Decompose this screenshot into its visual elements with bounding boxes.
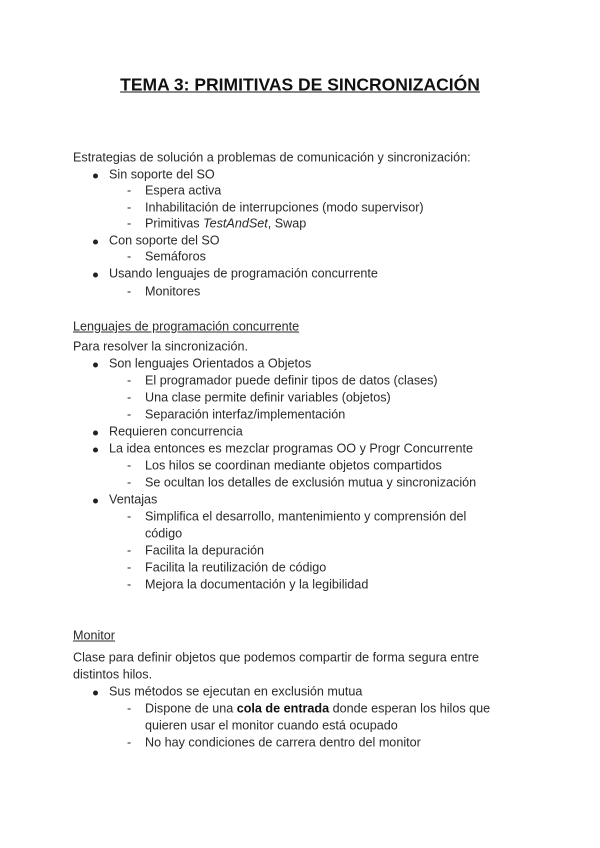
text: donde esperan los hilos que: [329, 701, 491, 716]
dash-item: - Semáforos: [145, 249, 206, 266]
section-heading: Lenguajes de programación concurrente: [73, 319, 300, 334]
dash-item: - Monitores: [145, 284, 200, 301]
dash-item: - Simplifica el desarrollo, mantenimiento y comprensión del: [145, 509, 466, 526]
italic-term: TestAndSet: [203, 216, 268, 231]
section-intro: Estrategias de solución a problemas de comunicación y sincronización:: [73, 150, 471, 165]
section-heading: Monitor: [73, 628, 115, 643]
page-title: TEMA 3: PRIMITIVAS DE SINCRONIZACIÓN: [120, 74, 480, 95]
section-intro: Para resolver la sincronización.: [73, 339, 248, 354]
dash-item: - Facilita la reutilización de código: [145, 560, 326, 577]
section-intro-continuation: distintos hilos.: [73, 667, 153, 682]
text: , Swap: [267, 216, 307, 231]
dash-item: [145, 701, 490, 718]
dash-item-continuation: código: [145, 526, 183, 541]
dash-item: - Los hilos se coordinan mediante objetos compartidos: [145, 458, 442, 475]
text: Dispone de una: [145, 701, 237, 716]
dash-item-continuation: quieren usar el monitor cuando está ocupado: [145, 718, 398, 733]
bullet-item: Con soporte del SO: [109, 233, 220, 248]
bullet-item: Requieren concurrencia: [109, 424, 243, 439]
bullet-item: La idea entonces es mezclar programas OO y Progr Concurrente: [109, 441, 473, 456]
bullet-item: Sin soporte del SO: [109, 167, 215, 182]
section-intro: Clase para definir objetos que podemos compartir de forma segura entre: [73, 650, 480, 665]
dash-item: - No hay condiciones de carrera dentro del monitor: [145, 735, 421, 752]
dash-item: - Inhabilitación de interrupciones (modo supervisor): [145, 200, 424, 217]
dash-item: - Facilita la depuración: [145, 543, 264, 560]
bullet-item: Sus métodos se ejecutan en exclusión mutua: [109, 684, 363, 699]
dash-item: - Una clase permite definir variables (objetos): [145, 390, 391, 407]
dash-item: - Mejora la documentación y la legibilidad: [145, 577, 368, 594]
dash-item: - Separación interfaz/implementación: [145, 407, 345, 424]
dash-item: - Se ocultan los detalles de exclusión mutua y sincronización: [145, 475, 476, 492]
bold-term: cola de entrada: [236, 701, 330, 716]
bullet-item: Son lenguajes Orientados a Objetos: [109, 356, 312, 371]
dash-item: - Espera activa: [145, 183, 221, 200]
bullet-item: Usando lenguajes de programación concurrente: [109, 266, 378, 281]
dash-item: - El programador puede definir tipos de datos (clases): [145, 373, 438, 390]
text: Primitivas: [145, 216, 204, 231]
dash-item: [145, 216, 306, 233]
bullet-item: Ventajas: [109, 492, 158, 507]
